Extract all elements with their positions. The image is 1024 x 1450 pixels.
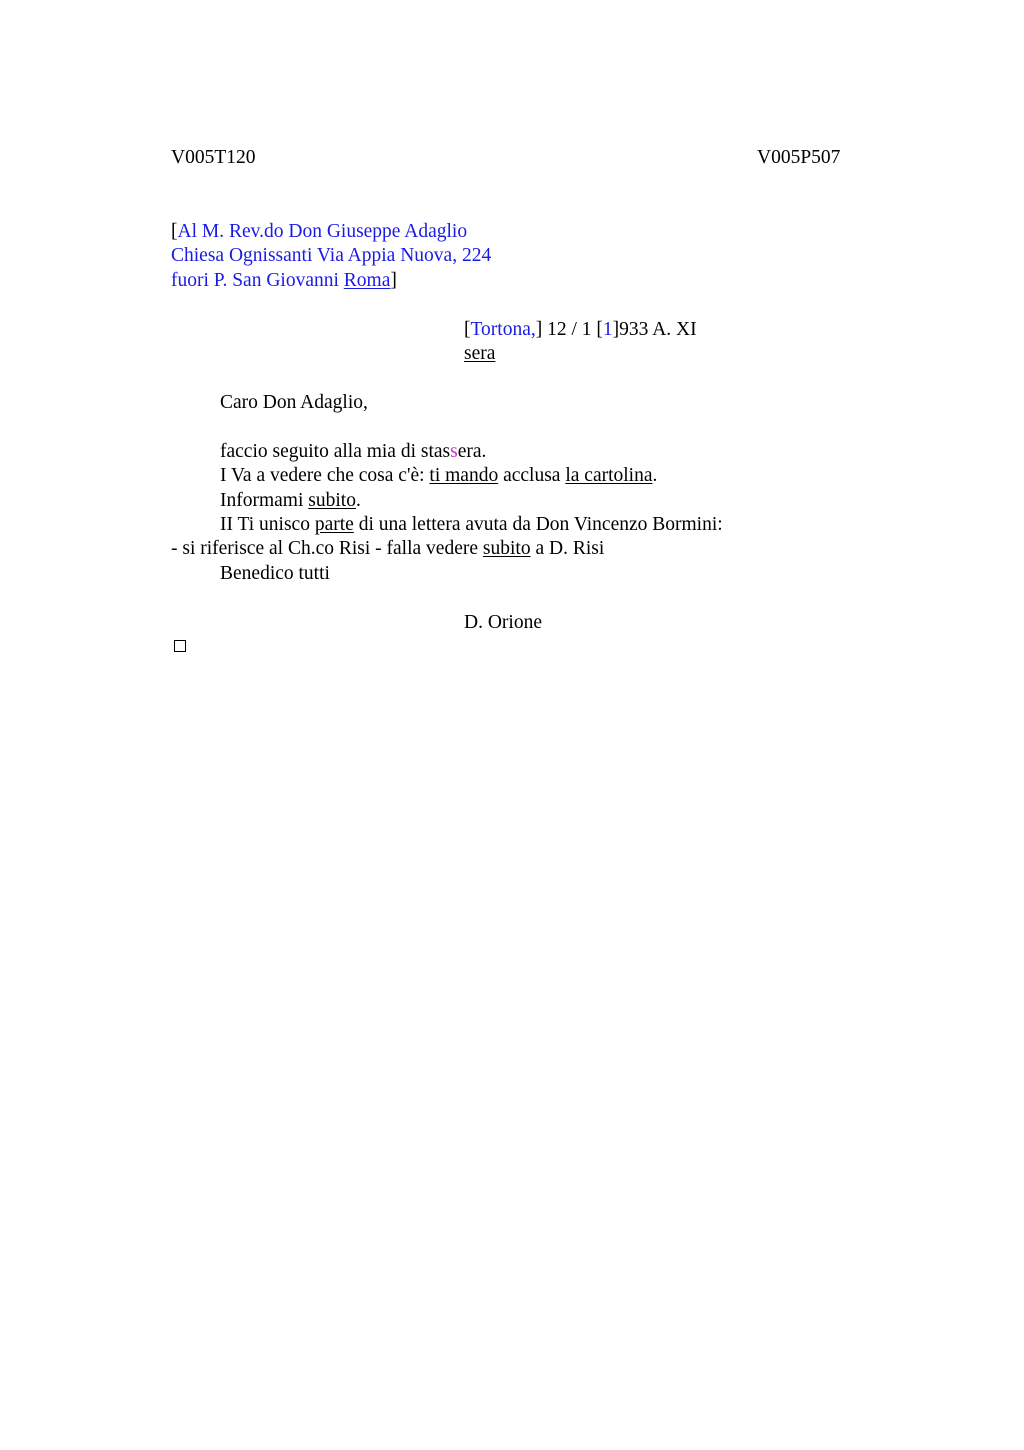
address-line-1 [171,220,467,245]
body-paragraph-5 [171,537,604,562]
address-line-2: Chiesa Ognissanti Via Appia Nuova, 224 [171,245,492,266]
body-underlined: subito [308,490,356,511]
body-text: faccio seguito alla mia di stas [220,441,451,462]
dateline-bracket-open: [ [464,319,471,340]
body-paragraph-1 [220,440,486,465]
body-text: di una lettera avuta da Don Vincenzo Bormini: [353,514,723,535]
salutation: Caro Don Adaglio, [220,392,368,413]
body-paragraph-4 [220,513,723,538]
body-text: I Va a vedere che cosa c'è: [220,465,430,486]
dateline-day-month: ] 12 / 1 [ [535,319,603,340]
body-text: - si riferisce al Ch.co Risi - falla vedere [171,538,483,559]
checkbox-icon [174,640,186,652]
dateline-year-digit: 1 [602,319,613,340]
body-text: Informami [220,490,309,511]
address-line-3-prefix: fuori P. San Giovanni [171,270,344,291]
address-open-bracket: [ [171,221,178,242]
body-text: era. [457,441,487,462]
signature: D. Orione [464,612,542,633]
address-close-bracket: ] [390,270,397,291]
address-recipient: Al M. Rev.do Don Giuseppe Adaglio [177,221,468,242]
body-underlined: parte [314,514,354,535]
body-paragraph-6: Benedico tutti [220,563,330,584]
dateline-place: Tortona, [470,319,536,340]
body-text: acclusa [498,465,566,486]
body-underlined: la cartolina [565,465,653,486]
body-underlined: ti mando [429,465,499,486]
body-correction: s [450,441,458,462]
dateline-place-date [464,318,697,343]
body-paragraph-2 [220,464,657,489]
address-line-3 [171,269,397,294]
body-text: . [355,490,361,511]
body-text: . [652,465,658,486]
body-text: a D. Risi [530,538,605,559]
document-code-right: V005P507 [757,147,841,168]
document-code-left: V005T120 [171,147,256,168]
dateline-time: sera [464,343,496,364]
address-city: Roma [343,270,391,291]
body-text: II Ti unisco [220,514,315,535]
body-paragraph-3 [220,489,361,514]
dateline-year-rest: ]933 A. XI [612,319,697,340]
body-underlined: subito [482,538,531,559]
